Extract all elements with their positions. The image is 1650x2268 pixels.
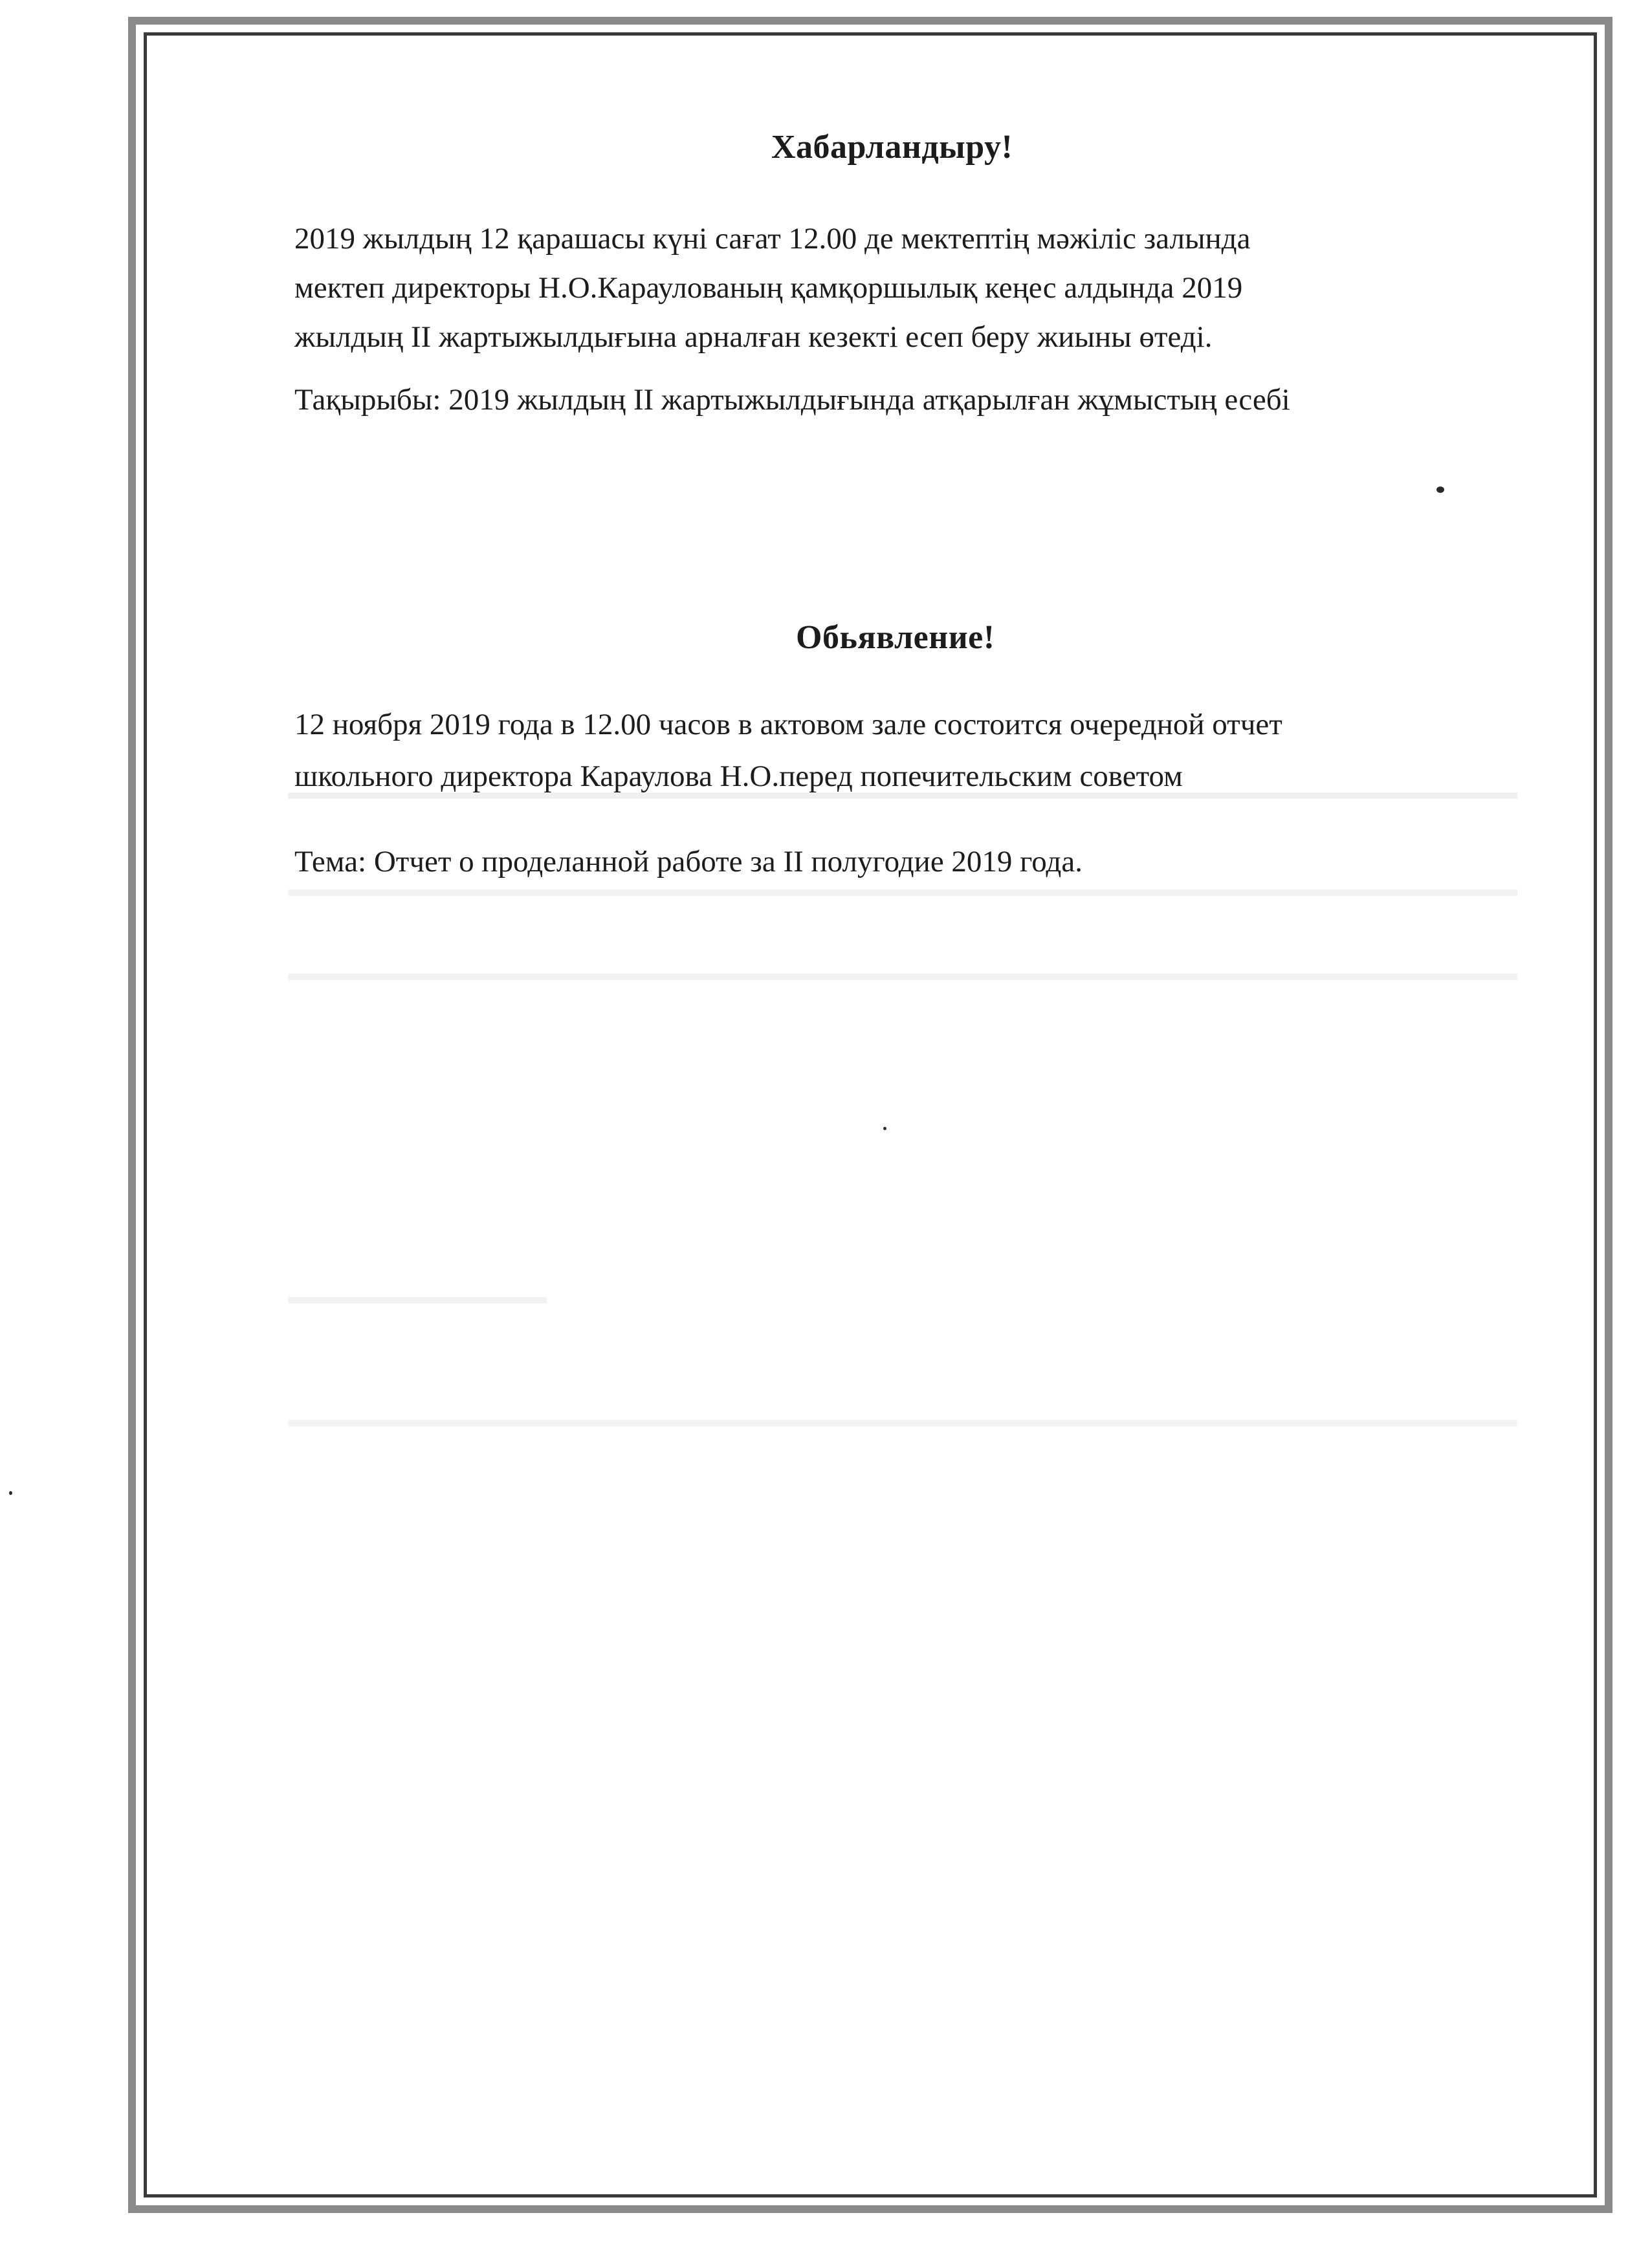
russian-notice-line: школьного директора Караулова Н.О.перед попечительским советом	[294, 759, 1183, 793]
russian-notice-title: Обьявление!	[796, 619, 995, 656]
kazakh-notice-line: 2019 жылдың 12 қарашасы күні сағат 12.00 де мектептің мәжіліс залында	[294, 222, 1251, 256]
russian-notice-line: 12 ноября 2019 года в 12.00 часов в актовом зале состоится очередной отчет	[294, 708, 1282, 741]
scan-speck	[883, 1127, 886, 1130]
scan-speck	[1436, 486, 1444, 493]
show-through-shadow	[288, 1420, 1517, 1426]
show-through-shadow	[288, 889, 1517, 896]
kazakh-notice-line: мектеп директоры Н.О.Караулованың қамқоршылық кеңес алдында 2019	[294, 271, 1243, 305]
show-through-shadow	[288, 1297, 547, 1303]
russian-notice-topic: Тема: Отчет о проделанной работе за ІІ полугодие 2019 года.	[294, 845, 1083, 878]
kazakh-notice-topic: Тақырыбы: 2019 жылдың ІІ жартыжылдығында атқарылған жұмыстың есебі	[294, 383, 1290, 417]
kazakh-notice-line: жылдың ІІ жартыжылдығына арналған кезекті есеп беру жиыны өтеді.	[294, 320, 1213, 354]
show-through-shadow	[288, 974, 1517, 980]
kazakh-notice-title: Хабарландыру!	[771, 129, 1013, 166]
scan-speck	[9, 1491, 12, 1495]
